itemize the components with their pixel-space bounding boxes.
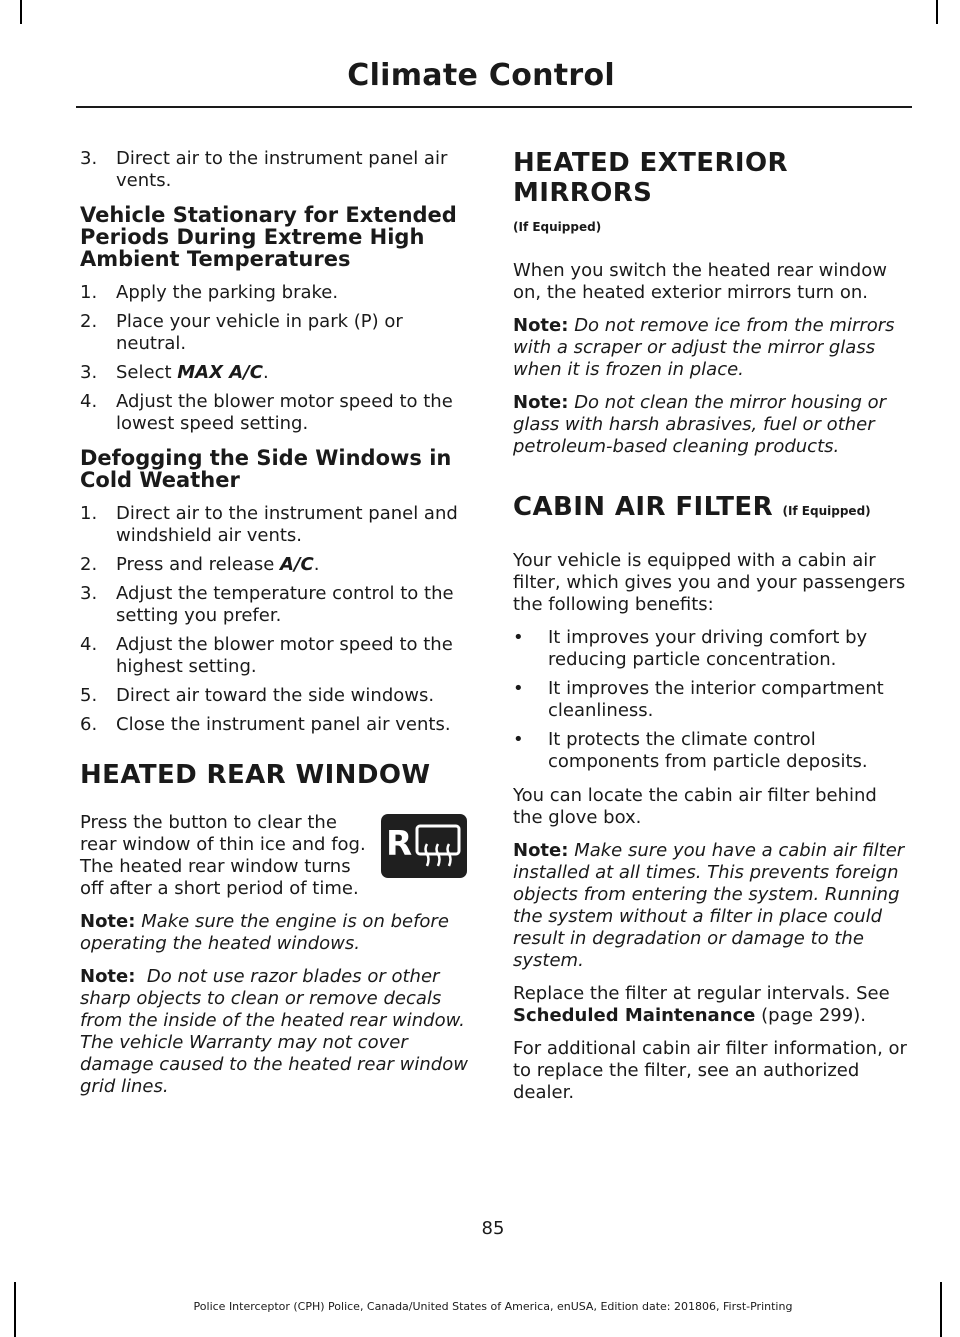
page-number: 85 bbox=[481, 1218, 505, 1239]
note: Note: Make sure you have a cabin air filter installed at all times. This prevents foreign objects from entering the system. Running the system without a filter in place could result in degradation or damage to the system. bbox=[513, 840, 905, 971]
list-item: 4. Adjust the blower motor speed to the lowest speed setting. bbox=[80, 391, 453, 434]
list-item: 2. Press and release A/C. bbox=[80, 554, 320, 575]
defog-steps-list bbox=[80, 503, 475, 736]
section-heading-cabin-filter: CABIN AIR FILTER (If Equipped) bbox=[513, 492, 871, 522]
if-equipped-label: (If Equipped) bbox=[513, 220, 602, 234]
ac-control-label: A/C bbox=[280, 554, 314, 575]
right-column bbox=[513, 148, 909, 1115]
continued-steps-list bbox=[80, 148, 475, 192]
list-item: 3. Select MAX A/C. bbox=[80, 362, 269, 383]
note: Note: Do not remove ice from the mirrors with a scraper or adjust the mirror glass when it is frozen in place. bbox=[513, 315, 895, 380]
rear-defrost-icon bbox=[381, 814, 467, 878]
list-item: • It improves your driving comfort by reducing particle concentration. bbox=[513, 627, 868, 670]
section-heading-defog: Defogging the Side Windows in Cold Weather bbox=[80, 446, 452, 492]
header-divider bbox=[76, 106, 912, 108]
additional-info-text: For additional cabin air filter information, or to replace the filter, see an authorized dealer. bbox=[513, 1038, 907, 1103]
filter-location-text: You can locate the cabin air filter behind the glove box. bbox=[513, 785, 877, 828]
list-item: • It protects the climate control components from particle deposits. bbox=[513, 729, 868, 772]
list-item: 3. Direct air to the instrument panel air vents. bbox=[80, 148, 448, 191]
page-title: Climate Control bbox=[347, 58, 615, 93]
max-ac-control-label: MAX A/C bbox=[177, 362, 263, 383]
scheduled-maintenance-link[interactable]: Scheduled Maintenance bbox=[513, 1005, 756, 1026]
list-item: 3. Adjust the temperature control to the setting you prefer. bbox=[80, 583, 454, 626]
crop-mark-top-left-v bbox=[20, 0, 22, 24]
rear-window-body bbox=[80, 812, 475, 900]
footer-edition-info: Police Interceptor (CPH) Police, Canada/United States of America, enUSA, Edition date: 201806, First-Printing bbox=[193, 1300, 793, 1313]
note: Note: Make sure the engine is on before operating the heated windows. bbox=[80, 911, 449, 954]
section-heading-mirrors: HEATED EXTERIOR MIRRORS bbox=[513, 148, 788, 208]
cabin-filter-intro: Your vehicle is equipped with a cabin air filter, which gives you and your passengers the following benefits: bbox=[513, 550, 906, 615]
list-item: 1. Apply the parking brake. bbox=[80, 282, 339, 303]
section-heading-stationary: Vehicle Stationary for Extended Periods During Extreme High Ambient Temperatures bbox=[80, 203, 457, 271]
list-item: 4. Adjust the blower motor speed to the highest setting. bbox=[80, 634, 453, 677]
list-item: 2. Place your vehicle in park (P) or neutral. bbox=[80, 311, 403, 354]
if-equipped-label: (If Equipped) bbox=[782, 504, 871, 518]
list-item: 5. Direct air toward the side windows. bbox=[80, 685, 435, 706]
list-item: 1. Direct air to the instrument panel and windshield air vents. bbox=[80, 503, 458, 546]
crop-mark-top-right-v bbox=[936, 0, 938, 24]
stationary-steps-list bbox=[80, 282, 475, 435]
list-item: • It improves the interior compartment cleanliness. bbox=[513, 678, 884, 721]
list-item: 6. Close the instrument panel air vents. bbox=[80, 714, 451, 735]
rear-window-description: Press the button to clear the rear window of thin ice and fog. The heated rear window turns off after a short period of time. bbox=[80, 812, 366, 899]
note: Note: Do not clean the mirror housing or glass with harsh abrasives, fuel or other petroleum-based cleaning products. bbox=[513, 392, 887, 457]
mirrors-description: When you switch the heated rear window on, the heated exterior mirrors turn on. bbox=[513, 260, 887, 303]
replace-filter-text: Replace the filter at regular intervals. See Scheduled Maintenance (page 299). bbox=[513, 983, 890, 1026]
note: Note: Do not use razor blades or other sharp objects to clean or remove decals from the inside of the heated rear window. The vehicle Warranty may not cover damage caused to the heated rear window grid lines. bbox=[80, 966, 468, 1097]
svg-text:R: R bbox=[386, 824, 413, 864]
benefits-list bbox=[513, 627, 909, 773]
left-column bbox=[80, 148, 475, 1109]
section-heading-rear-window: HEATED REAR WINDOW bbox=[80, 760, 431, 790]
